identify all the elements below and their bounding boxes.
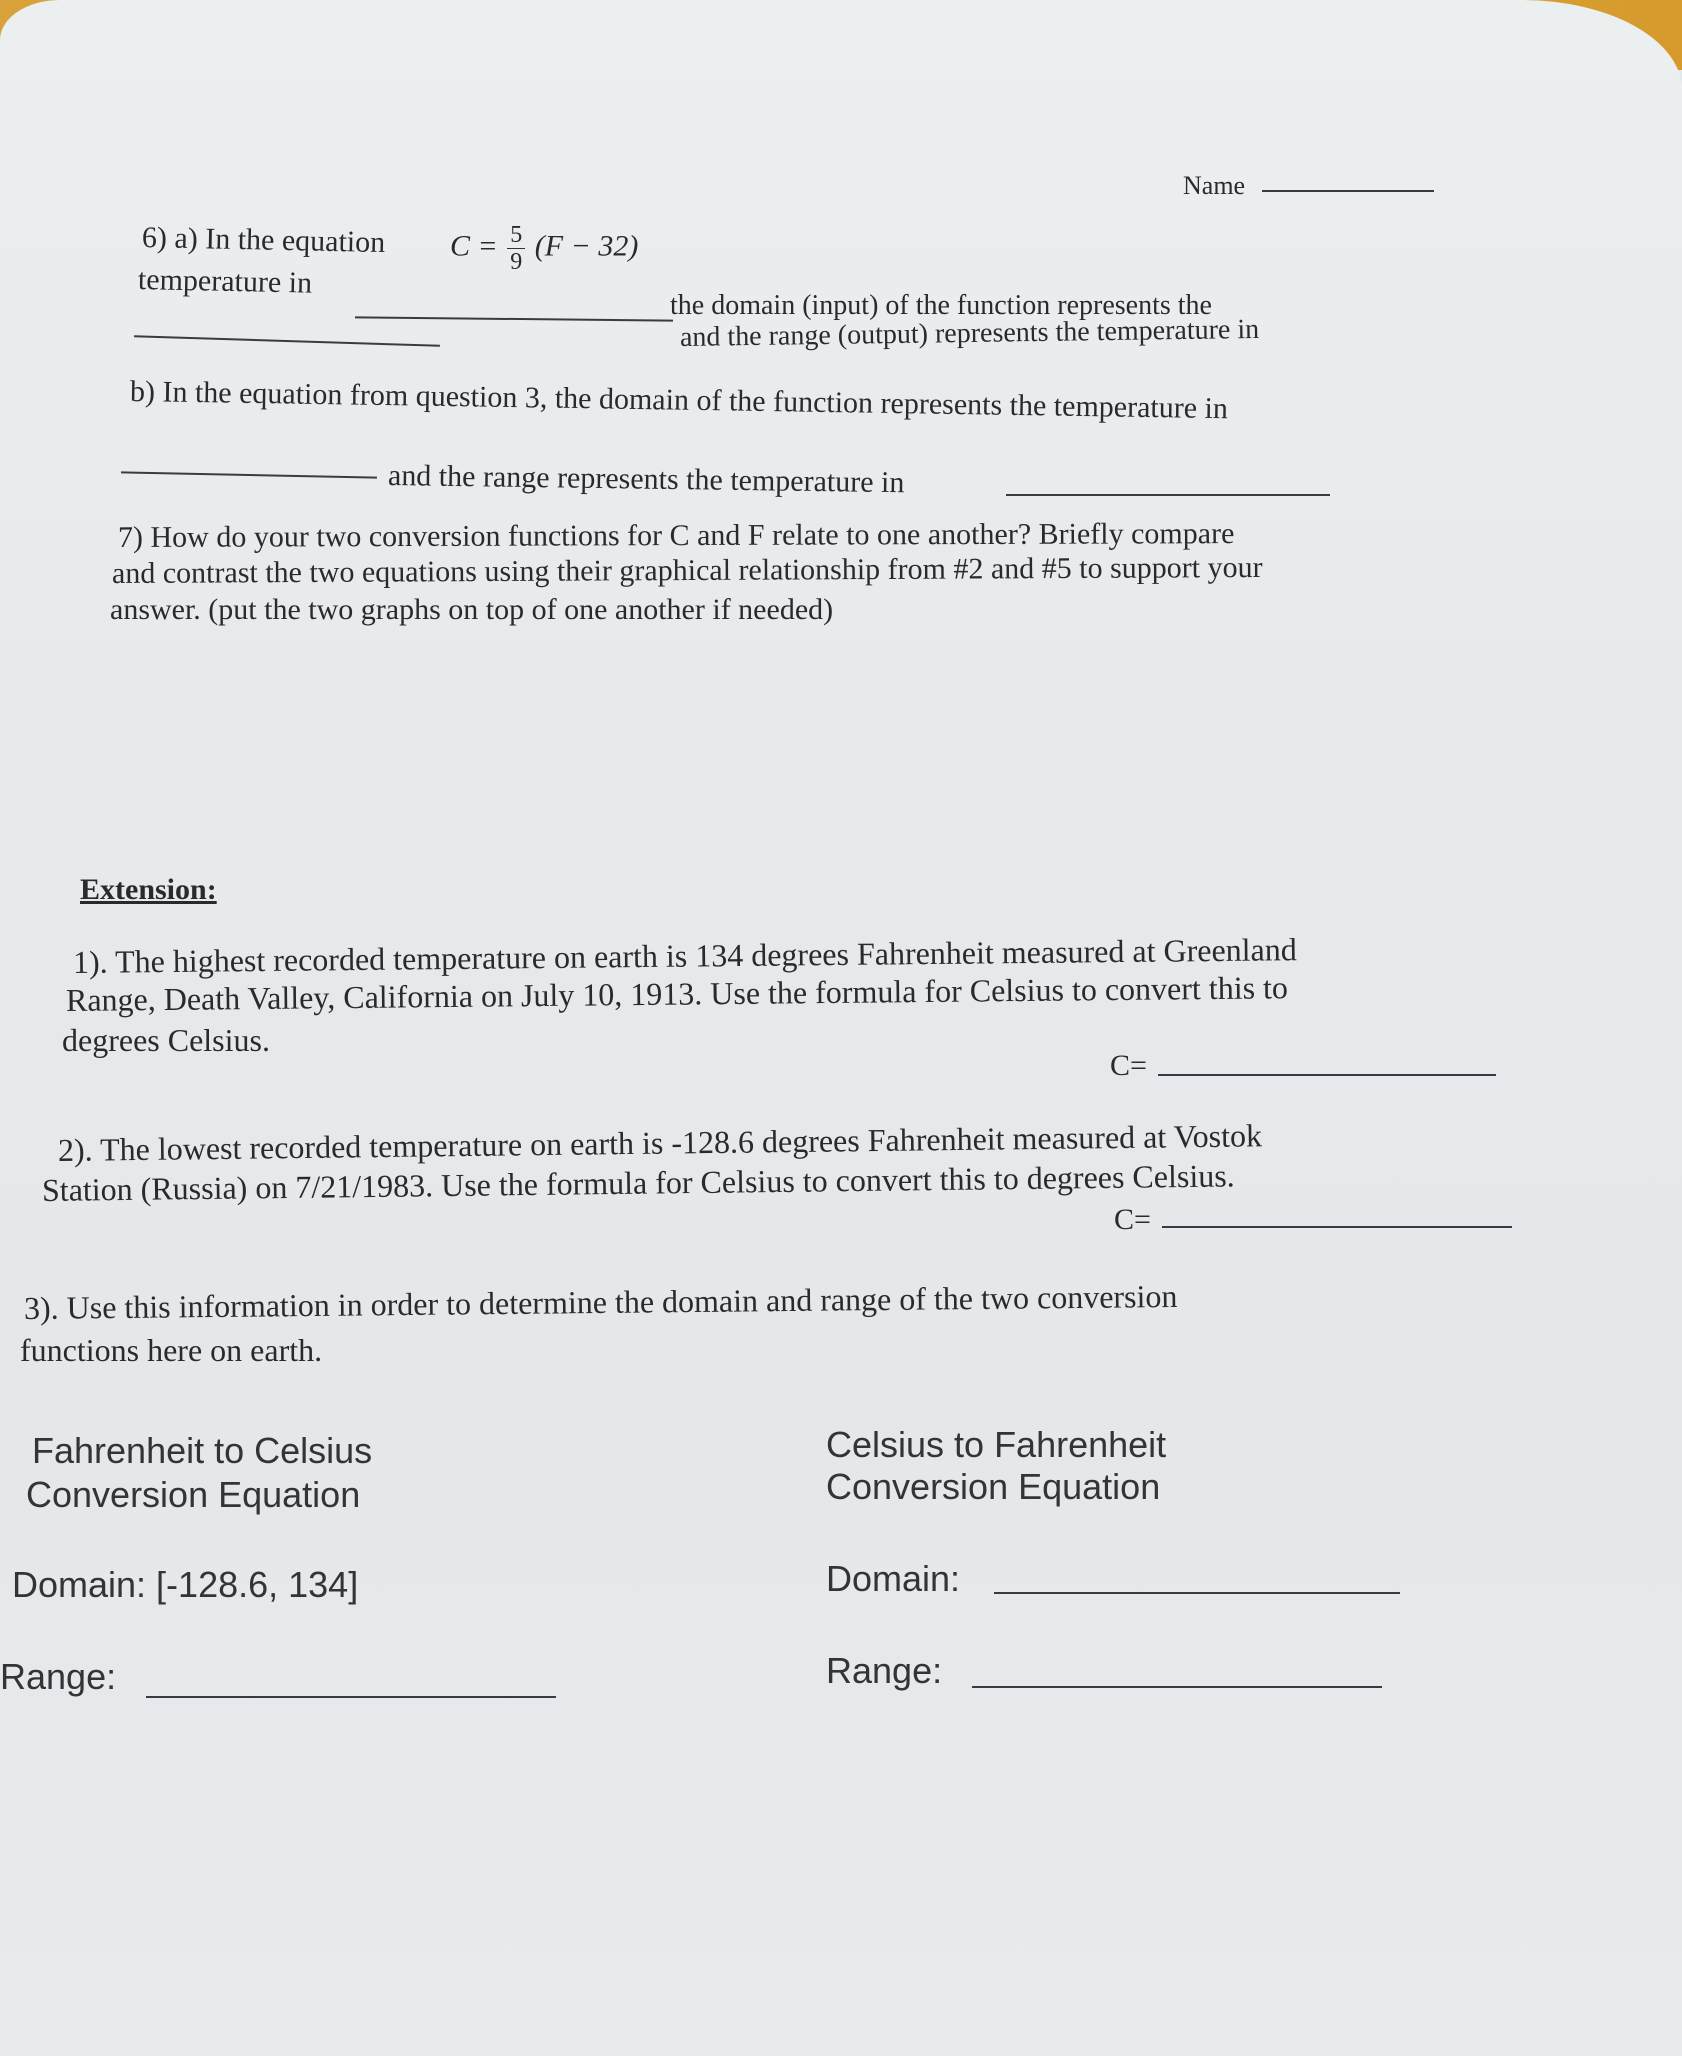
f-to-c-range-field[interactable] — [146, 1696, 556, 1698]
ext2-line2: Station (Russia) on 7/21/1983. Use the formula for Celsius to convert this to degrees Celsius. — [41, 1157, 1235, 1208]
ext1-answer-field[interactable] — [1158, 1074, 1496, 1076]
c-to-f-domain-field[interactable] — [994, 1592, 1400, 1594]
ext3-line1: 3). Use this information in order to determine the domain and range of the two conversion — [23, 1277, 1178, 1326]
q7-line1: 7) How do your two conversion functions for C and F relate to one another? Briefly compare — [117, 517, 1235, 554]
ext2-answer-label: C= — [1114, 1203, 1151, 1236]
q6a-line2: temperature in — [137, 263, 313, 300]
ext3-line2: functions here on earth. — [20, 1332, 323, 1368]
extension-heading: Extension: — [80, 873, 217, 906]
q6b-text: b) In the equation from question 3, the domain of the function represents the temperature in — [129, 375, 1229, 426]
ext1-line1: 1). The highest recorded temperature on earth is 134 degrees Fahrenheit measured at Greenland — [72, 931, 1297, 980]
f-to-c-title-line2: Conversion Equation — [26, 1474, 361, 1515]
ext1-line2: Range, Death Valley, California on July 10, 1913. Use the formula for Celsius to convert this to — [65, 969, 1289, 1018]
q6b-blank-1[interactable] — [121, 471, 377, 478]
c-to-f-range-label: Range: — [826, 1650, 943, 1691]
q7-line2: and contrast the two equations using their graphical relationship from #2 and #5 to support your — [111, 550, 1263, 590]
f-to-c-domain: Domain: [-128.6, 134] — [12, 1564, 359, 1605]
c-to-f-range-field[interactable] — [972, 1686, 1382, 1688]
name-field[interactable] — [1262, 190, 1434, 192]
ext1-line3: degrees Celsius. — [62, 1022, 270, 1058]
ext2-answer-field[interactable] — [1162, 1226, 1512, 1228]
ext2-line1: 2). The lowest recorded temperature on earth is -128.6 degrees Fahrenheit measured at Vostok — [57, 1117, 1263, 1168]
q6a-prefix: 6) a) In the equation — [141, 221, 386, 260]
name-label: Name — [1183, 171, 1246, 200]
f-to-c-range-label: Range: — [0, 1656, 117, 1697]
c-to-f-title-line2: Conversion Equation — [826, 1466, 1161, 1507]
conversion-equation: C = $\frac{5}{9}$ (F − 32) — [450, 222, 639, 275]
c-to-f-domain-label: Domain: — [826, 1558, 961, 1599]
q7-line3: answer. (put the two graphs on top of one another if needed) — [110, 593, 834, 626]
c-to-f-title-line1: Celsius to Fahrenheit — [826, 1424, 1167, 1465]
ext1-answer-label: C= — [1110, 1049, 1147, 1082]
q6a-blank-2[interactable] — [134, 335, 440, 347]
q6b-blank-2[interactable] — [1006, 494, 1330, 496]
q6a-blank-1[interactable] — [355, 316, 673, 321]
f-to-c-title-line1: Fahrenheit to Celsius — [32, 1430, 373, 1471]
q6a-range-text: and the range (output) represents the temperature in — [679, 313, 1260, 353]
q6a-domain-text: the domain (input) of the function represents the — [670, 290, 1212, 321]
q6b-range-text: and the range represents the temperature in — [387, 459, 905, 500]
